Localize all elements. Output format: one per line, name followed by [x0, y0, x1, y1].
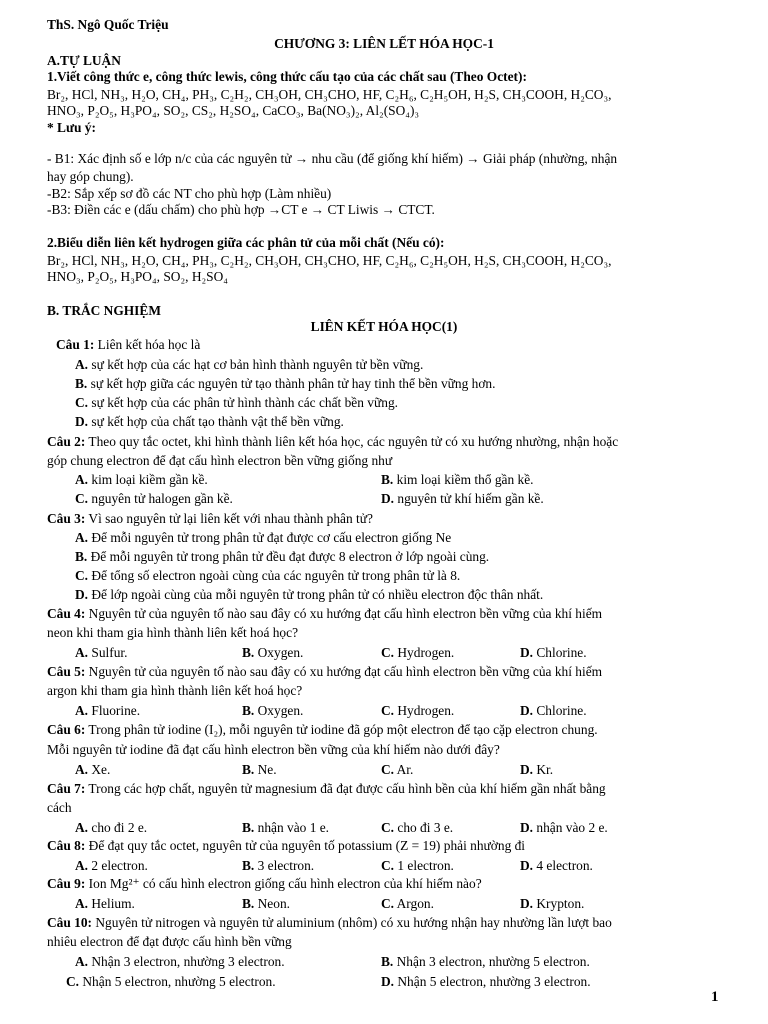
option-letter: C.	[381, 820, 395, 835]
option-text: Để mỗi nguyên tử trong phân tử đều đạt được 8 electron ở lớp ngoài cùng.	[87, 549, 490, 564]
sub-title: LIÊN KẾT HÓA HỌC(1)	[310, 319, 458, 334]
question-2-option-b[interactable]	[381, 470, 533, 489]
option-letter: D.	[381, 491, 395, 506]
question-stem: Nguyên tử của nguyên tố nào sau đây có xu hướng đạt cấu hình electron bền vững của khí hiếm	[85, 606, 603, 621]
question-3-text	[47, 509, 373, 528]
task1-title: 1.Viết công thức e, công thức lewis, công thức cấu tạo của các chất sau (Theo Octet):	[47, 69, 527, 84]
question-5-option-a[interactable]	[75, 701, 140, 720]
question-6-option-d[interactable]	[520, 760, 553, 779]
option-letter: A.	[75, 472, 89, 487]
question-stem: Ion Mg²⁺ có cấu hình electron giống cấu hình electron của khí hiếm nào?	[85, 876, 482, 891]
question-6-text-cont: Mỗi nguyên tử iodine đã đạt cấu hình electron bền vững của khí hiếm nào dưới đây?	[47, 742, 500, 757]
question-2-option-d[interactable]	[381, 489, 544, 508]
question-3-option-a[interactable]	[75, 528, 451, 547]
question-label: Câu 1:	[56, 337, 95, 352]
option-letter: C.	[381, 762, 395, 777]
question-stem: Nguyên tử nitrogen và nguyên tử aluminium (nhôm) có xu hướng nhận hay nhường lần lượt bao	[92, 915, 612, 930]
option-letter: A.	[75, 954, 89, 969]
question-10-option-c[interactable]	[66, 972, 276, 991]
option-text: Nhận 3 electron, nhường 5 electron.	[393, 954, 590, 969]
question-label: Câu 6:	[47, 722, 86, 737]
question-4-text-cont: neon khi tham gia hình thành liên kết hoá học?	[47, 625, 299, 640]
option-letter: D.	[520, 762, 534, 777]
question-2-option-a[interactable]	[75, 470, 208, 489]
option-letter: C.	[75, 568, 89, 583]
option-text: sự kết hợp của chất tạo thành vật thể bền vững.	[88, 414, 344, 429]
question-4-option-a[interactable]	[75, 643, 127, 662]
option-text: Helium.	[88, 896, 135, 911]
option-text: Nhận 5 electron, nhường 5 electron.	[79, 974, 276, 989]
question-8-option-c[interactable]	[381, 856, 454, 875]
option-letter: A.	[75, 703, 89, 718]
question-6-option-c[interactable]	[381, 760, 413, 779]
option-letter: D.	[75, 587, 89, 602]
option-text: Để tổng số electron ngoài cùng của các nguyên tử trong phân tử là 8.	[88, 568, 461, 583]
option-letter: D.	[520, 645, 534, 660]
option-letter: A.	[75, 896, 89, 911]
question-10-text-cont: nhiêu electron để đạt được cấu hình bền vững	[47, 934, 292, 949]
section-b-heading: B. TRẮC NGHIỆM	[47, 303, 161, 318]
option-letter: B.	[381, 472, 394, 487]
task1-list-line2: HNO₃, P₂O₅, H₃PO₄, SO₂, CS₂, H₂SO₄, CaCO₃, Ba(NO₃)₂, Al₂(SO₄)₃	[47, 103, 420, 118]
option-letter: A.	[75, 645, 89, 660]
option-letter: B.	[242, 820, 255, 835]
option-text: Hydrogen.	[394, 645, 455, 660]
option-letter: D.	[520, 820, 534, 835]
question-2-text	[47, 432, 618, 451]
option-letter: A.	[75, 530, 89, 545]
question-8-text	[47, 836, 525, 855]
option-text: Kr.	[533, 762, 554, 777]
question-8-option-a[interactable]	[75, 856, 148, 875]
question-7-option-a[interactable]	[75, 818, 147, 837]
note-b1-line1: - B1: Xác định số e lớp n/c của các nguyên tử → nhu cầu (để giống khí hiếm) → Giải pháp (nhường, nhận	[47, 151, 618, 166]
question-stem: Trong phân tử iodine (I₂), mỗi nguyên tử iodine đã góp một electron để tạo cặp electron chung.	[85, 722, 598, 737]
question-4-option-b[interactable]	[242, 643, 303, 662]
question-9-option-d[interactable]	[520, 894, 584, 913]
option-text: 1 electron.	[394, 858, 454, 873]
page-number: 1	[711, 989, 719, 1005]
option-text: Xe.	[88, 762, 111, 777]
task2-title: 2.Biểu diễn liên kết hydrogen giữa các phân tử của mỗi chất (Nếu có):	[47, 235, 445, 250]
question-6-text	[47, 720, 598, 739]
question-9-option-a[interactable]	[75, 894, 135, 913]
question-2-option-c[interactable]	[75, 489, 233, 508]
option-text: Chlorine.	[533, 645, 587, 660]
option-text: 4 electron.	[533, 858, 593, 873]
question-9-option-b[interactable]	[242, 894, 290, 913]
option-text: kim loại kiềm gần kề.	[88, 472, 208, 487]
option-letter: D.	[75, 414, 89, 429]
option-text: nguyên tử halogen gần kề.	[88, 491, 233, 506]
option-letter: C.	[381, 645, 395, 660]
section-a-heading: A.TỰ LUẬN	[47, 53, 121, 68]
question-3-option-c[interactable]	[75, 566, 460, 585]
question-1-option-b[interactable]	[75, 374, 495, 393]
option-text: Oxygen.	[254, 703, 304, 718]
option-letter: C.	[75, 491, 89, 506]
question-stem: Vì sao nguyên tử lại liên kết với nhau thành phân tử?	[85, 511, 373, 526]
question-4-text	[47, 604, 602, 623]
question-label: Câu 10:	[47, 915, 93, 930]
option-letter: B.	[242, 703, 255, 718]
option-letter: A.	[75, 820, 89, 835]
question-6-option-b[interactable]	[242, 760, 277, 779]
option-text: Nhận 5 electron, nhường 3 electron.	[394, 974, 591, 989]
task2-list-line2: HNO₃, P₂O₅, H₃PO₄, SO₂, H₂SO₄	[47, 269, 228, 284]
question-stem: Theo quy tắc octet, khi hình thành liên kết hóa học, các nguyên tử có xu hướng nhường, nhận hoặc	[85, 434, 619, 449]
option-text: Ar.	[394, 762, 414, 777]
question-7-option-c[interactable]	[381, 818, 453, 837]
question-10-option-d[interactable]	[381, 972, 591, 991]
note-label: * Lưu ý:	[47, 120, 96, 135]
option-letter: B.	[242, 762, 255, 777]
question-9-text	[47, 874, 482, 893]
note-b3: -B3: Điền các e (dấu chấm) cho phù hợp →CT e → CT Liwis → CTCT.	[47, 202, 435, 217]
question-5-option-b[interactable]	[242, 701, 303, 720]
question-label: Câu 3:	[47, 511, 86, 526]
option-text: Ne.	[254, 762, 277, 777]
task2-list-line1: Br₂, HCl, NH₃, H₂O, CH₄, PH₃, C₂H₂, CH₃OH, CH₃CHO, HF, C₂H₆, C₂H₅OH, H₂S, CH₃COOH, H₂CO₃,	[47, 253, 612, 268]
option-text: Argon.	[394, 896, 434, 911]
option-letter: A.	[75, 357, 89, 372]
option-letter: D.	[520, 858, 534, 873]
question-7-option-b[interactable]	[242, 818, 329, 837]
option-text: Fluorine.	[88, 703, 141, 718]
option-letter: C.	[381, 858, 395, 873]
question-stem: Trong các hợp chất, nguyên tử magnesium đã đạt được cấu hình bền của khí hiếm gần nhất bằng	[85, 781, 606, 796]
question-10-text	[47, 913, 612, 932]
author-name: ThS. Ngô Quốc Triệu	[47, 17, 169, 32]
task1-list-line1: Br₂, HCl, NH₃, H₂O, CH₄, PH₃, C₂H₂, CH₃OH, CH₃CHO, HF, C₂H₆, C₂H₅OH, H₂S, CH₃COOH, H₂CO₃,	[47, 87, 612, 102]
option-text: Nhận 3 electron, nhường 3 electron.	[88, 954, 285, 969]
question-7-text	[47, 779, 606, 798]
question-stem: Nguyên tử của nguyên tố nào sau đây có xu hướng đạt cấu hình electron bền vững của khí hiếm	[85, 664, 603, 679]
option-letter: B.	[242, 858, 255, 873]
option-text: Neon.	[254, 896, 290, 911]
option-letter: B.	[242, 645, 255, 660]
question-10-option-b[interactable]	[381, 952, 590, 971]
option-letter: C.	[75, 395, 89, 410]
option-letter: B.	[75, 549, 88, 564]
option-text: Oxygen.	[254, 645, 304, 660]
question-label: Câu 8:	[47, 838, 86, 853]
question-9-option-c[interactable]	[381, 894, 434, 913]
option-letter: B.	[75, 376, 88, 391]
option-text: Sulfur.	[88, 645, 128, 660]
note-b1-line2: hay góp chung).	[47, 169, 134, 184]
note-b2: -B2: Sắp xếp sơ đồ các NT cho phù hợp (Làm nhiều)	[47, 186, 332, 201]
question-5-option-d[interactable]	[520, 701, 587, 720]
option-text: sự kết hợp của các hạt cơ bản hình thành nguyên tử bền vững.	[88, 357, 424, 372]
option-text: Hydrogen.	[394, 703, 455, 718]
option-text: cho đi 3 e.	[394, 820, 454, 835]
option-text: Để mỗi nguyên tử trong phân tử đạt được cơ cấu electron giống Ne	[88, 530, 452, 545]
question-1-text	[56, 335, 200, 354]
question-5-text	[47, 662, 602, 681]
question-8-option-d[interactable]	[520, 856, 593, 875]
option-letter: D.	[520, 896, 534, 911]
option-text: nguyên tử khí hiếm gần kề.	[394, 491, 544, 506]
question-stem: Để đạt quy tắc octet, nguyên tử của nguyên tố potassium (Z = 19) phải nhường đi	[85, 838, 526, 853]
option-text: 2 electron.	[88, 858, 148, 873]
option-letter: D.	[381, 974, 395, 989]
chapter-title: CHƯƠNG 3: LIÊN LẾT HÓA HỌC-1	[274, 36, 494, 51]
question-3-option-d[interactable]	[75, 585, 543, 604]
option-letter: C.	[66, 974, 80, 989]
option-letter: B.	[242, 896, 255, 911]
question-stem: Liên kết hóa học là	[94, 337, 201, 352]
question-1-option-d[interactable]	[75, 412, 344, 431]
option-letter: A.	[75, 762, 89, 777]
question-label: Câu 2:	[47, 434, 86, 449]
question-5-option-c[interactable]	[381, 701, 454, 720]
option-text: Chlorine.	[533, 703, 587, 718]
question-1-option-c[interactable]	[75, 393, 398, 412]
question-label: Câu 5:	[47, 664, 86, 679]
option-text: cho đi 2 e.	[88, 820, 148, 835]
option-letter: A.	[75, 858, 89, 873]
option-text: sự kết hợp của các phân tử hình thành các chất bền vững.	[88, 395, 398, 410]
question-7-option-d[interactable]	[520, 818, 608, 837]
question-label: Câu 9:	[47, 876, 86, 891]
question-5-text-cont: argon khi tham gia hình thành liên kết hoá học?	[47, 683, 303, 698]
question-4-option-c[interactable]	[381, 643, 454, 662]
question-label: Câu 7:	[47, 781, 86, 796]
option-letter: C.	[381, 703, 395, 718]
option-text: sự kết hợp giữa các nguyên tử tạo thành phân tử hay tinh thể bền vững hơn.	[87, 376, 496, 391]
question-10-option-a[interactable]	[75, 952, 285, 971]
option-letter: C.	[381, 896, 395, 911]
option-letter: D.	[520, 703, 534, 718]
question-2-text-cont: góp chung electron để đạt cấu hình electron bền vững giống như	[47, 453, 393, 468]
question-8-option-b[interactable]	[242, 856, 314, 875]
question-6-option-a[interactable]	[75, 760, 110, 779]
option-text: 3 electron.	[254, 858, 315, 873]
question-3-option-b[interactable]	[75, 547, 489, 566]
option-text: Để lớp ngoài cùng của mỗi nguyên tử trong phân tử có nhiều electron độc thân nhất.	[88, 587, 544, 602]
question-4-option-d[interactable]	[520, 643, 587, 662]
option-text: kim loại kiềm thổ gần kề.	[393, 472, 534, 487]
option-text: nhận vào 1 e.	[254, 820, 330, 835]
option-text: Krypton.	[533, 896, 585, 911]
option-letter: B.	[381, 954, 394, 969]
question-label: Câu 4:	[47, 606, 86, 621]
question-1-option-a[interactable]	[75, 355, 423, 374]
question-7-text-cont: cách	[47, 800, 72, 815]
option-text: nhận vào 2 e.	[533, 820, 608, 835]
